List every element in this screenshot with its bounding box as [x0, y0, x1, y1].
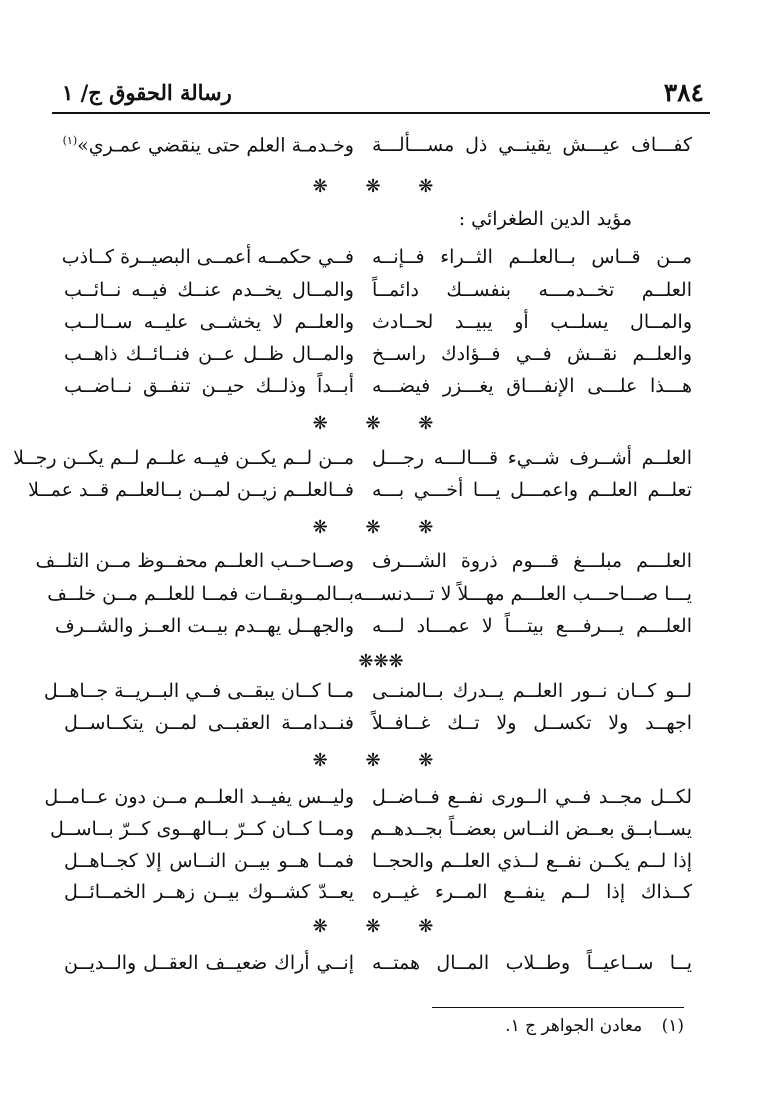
verse-first-hemistich: العلـــم مبلـــغ قـــوم ذروة الشـــرف — [372, 550, 692, 572]
section-separator: ❋ ❋ ❋ — [312, 916, 450, 937]
verse-second-hemistich: وليــس يفيــد العلــم مــن دون عــامــل — [44, 786, 354, 808]
page-header — [52, 76, 710, 114]
verse-first-hemistich: العلــم أشــرف شــيء قـــالـــه رجـــل — [372, 447, 692, 469]
section-separator: ❋❋❋ — [358, 651, 404, 672]
verse-second-hemistich: ومــا كــان كــرّ بــالهــوى كــرّ بــاســل — [50, 818, 354, 840]
verse-line — [28, 479, 692, 513]
verse-line — [52, 850, 692, 884]
section-separator: ❋ ❋ ❋ — [312, 413, 450, 434]
verse-first-hemistich: اجهــد ولا تكســل ولا تــك غــافــلاً — [372, 712, 692, 734]
verse-second-hemistich: يعــدّ كشــوك بيــن زهــر الخمــائــل — [64, 881, 354, 903]
verse-first-hemistich: هـــذا علـــى الإنفـــاق يغـــزر فيضـــه — [372, 375, 692, 397]
verse-first-hemistich: إذا لــم يكــن نفــع لــذي العلــم والحجــا — [372, 850, 692, 872]
verse-first-hemistich: كــذاك إذا لــم ينفــع المــرء غيــره — [372, 881, 692, 903]
verse-second-hemistich: بــالمــوبقــات فمــا للعلــم مــن خلــف — [47, 583, 354, 605]
verse-first-hemistich: يســابــق بعــض النــاس بعضــاً بجــدهــم — [370, 818, 692, 840]
footnote — [505, 1016, 684, 1036]
verse-first-hemistich: لــو كــان نــور العلــم يــدرك بــالمنــى — [372, 680, 692, 702]
verse-second-hemistich: إنــي أراك ضعيــف العقــل والــديــن — [64, 952, 354, 974]
verse-line — [52, 712, 692, 746]
verse-second-hemistich: والمــال ظــل عــن فنــائــك ذاهــب — [64, 343, 354, 365]
verse-second-hemistich: والعلــم لا يخشــى عليــه ســالــب — [64, 311, 354, 333]
section-separator: ❋ ❋ ❋ — [312, 517, 450, 538]
verse-second-hemistich: والجهــل يهــدم بيــت العــز والشــرف — [54, 615, 354, 637]
verse-first-hemistich: يـــا صـــاحـــب العلـــم مهـــلاً لا تـــدنســـه — [353, 583, 692, 605]
section-separator: ❋ ❋ ❋ — [312, 176, 450, 197]
verse-second-hemistich: فــي حكمــه أعمــى البصيــرة كــاذب — [61, 246, 354, 268]
page-number: ٣٨٤ — [663, 78, 704, 107]
verse-line — [52, 881, 692, 915]
verse-first-hemistich: والعلــم نقــش فــي فــؤادك راســخ — [372, 343, 692, 365]
running-title: رسالة الحقوق ج/ ١ — [62, 80, 232, 105]
footnote-number: (١) — [661, 1016, 684, 1036]
verse-line — [47, 583, 692, 617]
verse-line — [43, 680, 692, 714]
verse-line — [52, 134, 692, 168]
verse-line — [52, 952, 692, 986]
verse-second-hemistich: مــن لــم يكــن فيــه علــم لــم يكــن رجــلا — [13, 447, 354, 469]
verse-line — [35, 550, 692, 584]
section-separator: ❋ ❋ ❋ — [312, 750, 450, 771]
verse-line — [52, 615, 692, 649]
verse-second-hemistich: وصــاحــب العلــم محفــوظ مــن التلــف — [35, 550, 354, 572]
verse-second-hemistich: مــا كــان يبقــى فــي البــريــة جــاهــل — [43, 680, 354, 702]
verse-second-hemistich: والمــال يخــدم عنــك فيــه نــائــب — [64, 279, 354, 301]
verse-first-hemistich: كفـــاف عيـــش يقينــي ذل مســـألـــة — [372, 134, 692, 156]
footnote-marker: (١) — [62, 134, 78, 147]
verse-line — [52, 279, 692, 313]
verse-second-hemistich: فمــا هــو بيــن النــاس إلا كجــاهــل — [64, 850, 354, 872]
verse-second-hemistich: أبــداً وذلــك حيــن تنفــق نــاضــب — [64, 375, 354, 397]
verse-first-hemistich: لكــل مجــد فــي الــورى نفــع فــاضــل — [372, 786, 692, 808]
footnote-text: معادن الجواهر ج ١. — [505, 1016, 643, 1036]
verse-line — [52, 818, 692, 852]
verse-first-hemistich: والمــال يسلــب أو يبيــد لحــادث — [372, 311, 692, 333]
verse-first-hemistich: يــا ســاعيــاً وطــلاب المــال همتــه — [372, 952, 692, 974]
verse-line — [52, 375, 692, 409]
verse-first-hemistich: العلـــم يـــرفـــع بيتـــاً لا عمـــاد لـــه — [372, 615, 692, 637]
verse-line — [52, 246, 692, 280]
verse-first-hemistich: العلــم تخــدمـــه بنفســك دائمــاً — [372, 279, 692, 301]
verse-line — [13, 447, 692, 481]
verse-line — [44, 786, 692, 820]
footnote-divider — [432, 1007, 684, 1008]
verse-line — [52, 343, 692, 377]
verse-second-hemistich: فنــدامــة العقبــى لمــن يتكــاســل — [64, 712, 354, 734]
verse-second-hemistich: وخـدمـة العلم حتى ينقضي عمـري»$^{(١)}$ — [62, 134, 354, 157]
verse-first-hemistich: مــن قــاس بــالعلــم الثــراء فــإنــه — [372, 246, 692, 268]
verse-second-hemistich: فــالعلــم زيــن لمــن بــالعلــم قــد عمــلا — [28, 479, 354, 501]
verse-first-hemistich: تعلــم العلــم واعمـــل يـــا أخـــي بـــه — [372, 479, 692, 501]
verse-line — [52, 311, 692, 345]
poet-name: مؤيد الدين الطغرائي : — [458, 208, 632, 230]
